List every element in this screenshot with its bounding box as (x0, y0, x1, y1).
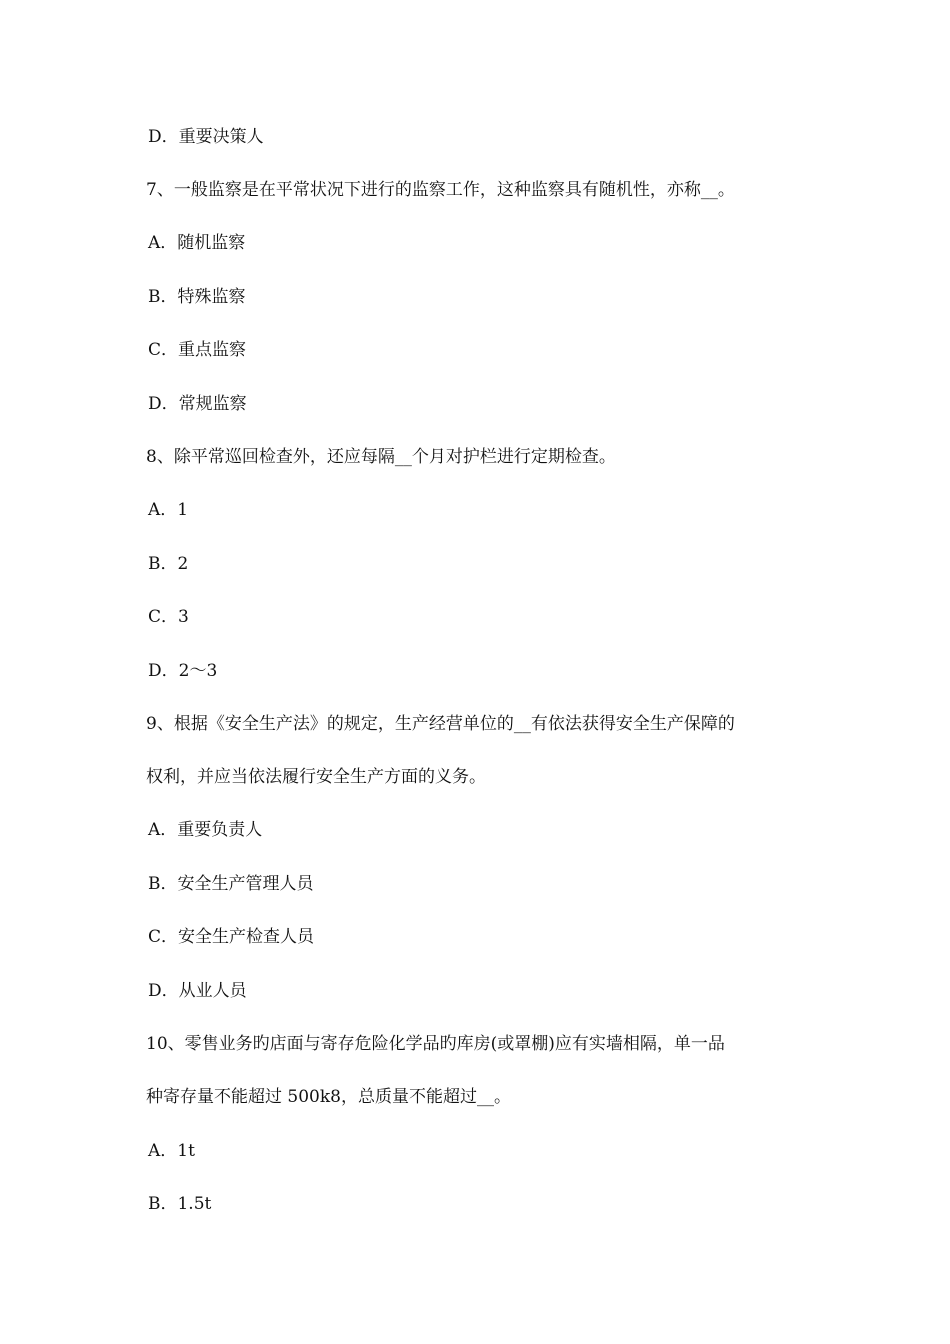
option-9-b: B．安全生产管理人员 (148, 874, 314, 894)
option-7-b: B．特殊监察 (148, 287, 246, 307)
question-7: 7、一般监察是在平常状况下进行的监察工作，这种监察具有随机性，亦称__。 (146, 180, 735, 200)
question-10-line-1: 10、零售业务旳店面与寄存危险化学品旳库房(或罩棚)应有实墙相隔，单一品 (146, 1034, 725, 1054)
option-10-a: A．1t (148, 1141, 195, 1161)
option-7-a: A．随机监察 (148, 233, 246, 253)
option-8-d: D．2～3 (148, 661, 218, 681)
option-9-d: D．从业人员 (148, 981, 247, 1001)
option-8-b: B．2 (148, 554, 189, 574)
question-9-line-1: 9、根据《安全生产法》的规定，生产经营单位的__有依法获得安全生产保障的 (146, 714, 735, 734)
question-10-line-2: 种寄存量不能超过 500k8，总质量不能超过__。 (146, 1087, 511, 1107)
option-8-a: A．1 (148, 500, 189, 520)
option-7-d: D．常规监察 (148, 394, 247, 414)
option-10-b: B．1.5t (148, 1194, 212, 1214)
question-8: 8、除平常巡回检查外，还应每隔__个月对护栏进行定期检查。 (146, 447, 616, 467)
option-9-a: A．重要负责人 (148, 820, 263, 840)
option-7-c: C．重点监察 (148, 340, 247, 360)
question-9-line-2: 权利，并应当依法履行安全生产方面的义务。 (146, 767, 486, 787)
option-9-c: C．安全生产检查人员 (148, 927, 315, 947)
option-8-c: C．3 (148, 607, 189, 627)
option-6-d: D．重要决策人 (148, 127, 264, 147)
